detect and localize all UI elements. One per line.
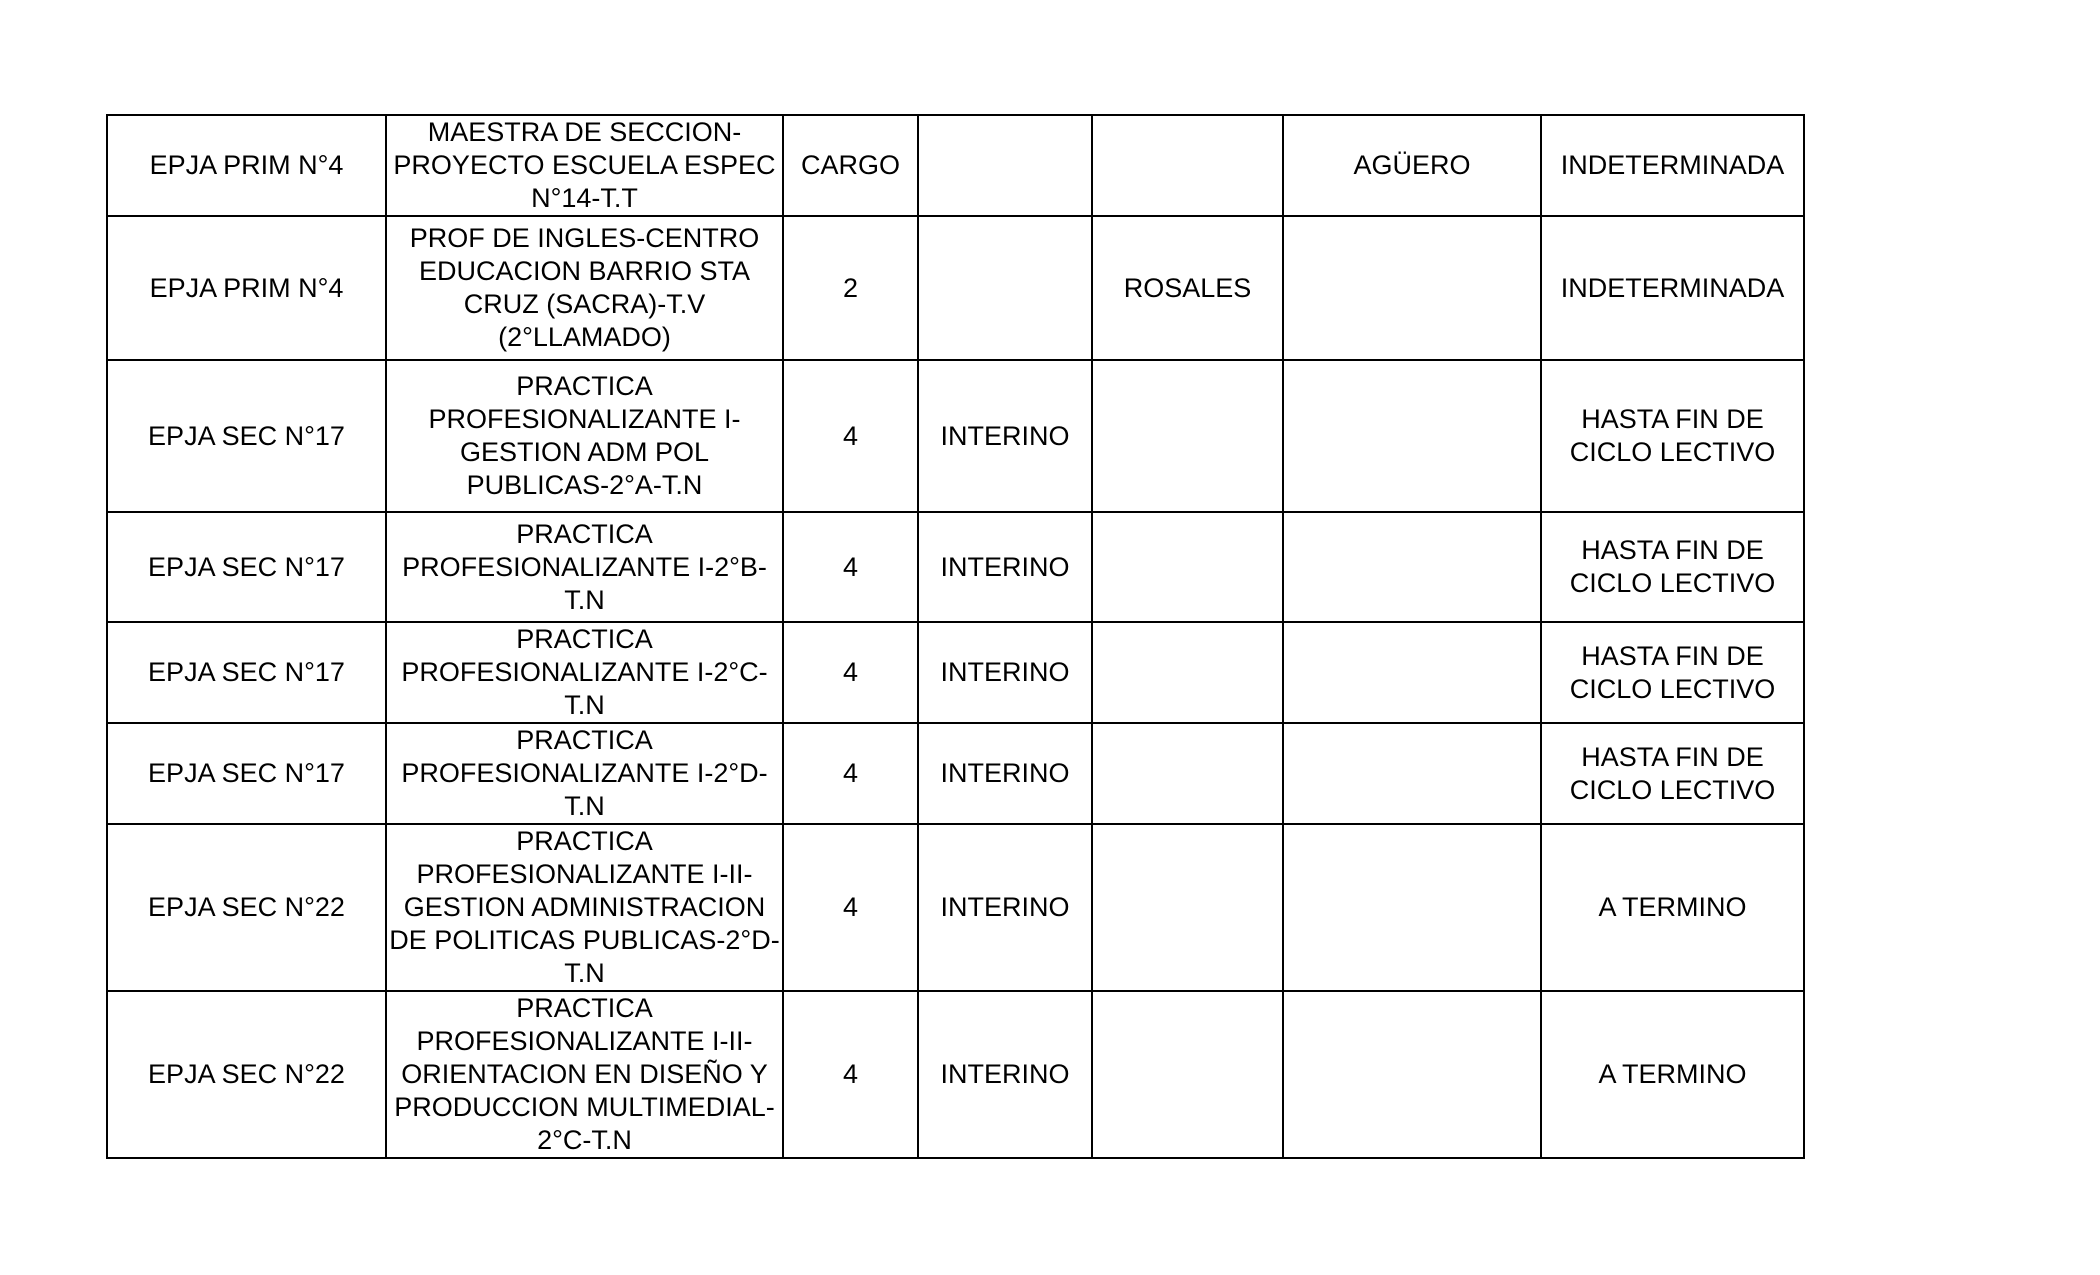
position-cell: PRACTICA PROFESIONALIZANTE I- GESTION ADM POL PUBLICAS-2°A-T.N — [386, 360, 783, 512]
name-cell — [1092, 115, 1283, 216]
duration-cell: HASTA FIN DE CICLO LECTIVO — [1541, 723, 1804, 824]
hours-cell: 4 — [783, 360, 918, 512]
position-cell: PRACTICA PROFESIONALIZANTE I-2°D- T.N — [386, 723, 783, 824]
school-cell: EPJA PRIM N°4 — [107, 115, 386, 216]
name-cell — [1092, 824, 1283, 991]
status-cell: INTERINO — [918, 824, 1092, 991]
hours-cell: 4 — [783, 824, 918, 991]
surname-cell — [1283, 216, 1541, 360]
surname-cell — [1283, 991, 1541, 1158]
duration-cell: HASTA FIN DE CICLO LECTIVO — [1541, 360, 1804, 512]
duration-cell: INDETERMINADA — [1541, 115, 1804, 216]
school-cell: EPJA PRIM N°4 — [107, 216, 386, 360]
table-row — [107, 991, 1804, 1158]
duration-cell: A TERMINO — [1541, 824, 1804, 991]
hours-cell: 2 — [783, 216, 918, 360]
hours-cell: 4 — [783, 512, 918, 622]
status-cell — [918, 216, 1092, 360]
table-row — [107, 512, 1804, 622]
hours-cell: CARGO — [783, 115, 918, 216]
name-cell: ROSALES — [1092, 216, 1283, 360]
surname-cell: AGÜERO — [1283, 115, 1541, 216]
table-row — [107, 723, 1804, 824]
hours-cell: 4 — [783, 991, 918, 1158]
status-cell — [918, 115, 1092, 216]
school-cell: EPJA SEC N°22 — [107, 824, 386, 991]
school-cell: EPJA SEC N°17 — [107, 723, 386, 824]
table-row — [107, 622, 1804, 723]
position-cell: PRACTICA PROFESIONALIZANTE I-2°C- T.N — [386, 622, 783, 723]
status-cell: INTERINO — [918, 360, 1092, 512]
table-row — [107, 824, 1804, 991]
status-cell: INTERINO — [918, 512, 1092, 622]
name-cell — [1092, 723, 1283, 824]
hours-cell: 4 — [783, 723, 918, 824]
surname-cell — [1283, 360, 1541, 512]
duration-cell: A TERMINO — [1541, 991, 1804, 1158]
surname-cell — [1283, 824, 1541, 991]
position-cell: PRACTICA PROFESIONALIZANTE I-2°B- T.N — [386, 512, 783, 622]
name-cell — [1092, 622, 1283, 723]
school-cell: EPJA SEC N°17 — [107, 512, 386, 622]
school-cell: EPJA SEC N°17 — [107, 622, 386, 723]
status-cell: INTERINO — [918, 622, 1092, 723]
surname-cell — [1283, 622, 1541, 723]
surname-cell — [1283, 512, 1541, 622]
hours-cell: 4 — [783, 622, 918, 723]
position-cell: MAESTRA DE SECCION- PROYECTO ESCUELA ESPEC N°14-T.T — [386, 115, 783, 216]
school-cell: EPJA SEC N°17 — [107, 360, 386, 512]
surname-cell — [1283, 723, 1541, 824]
position-cell: PRACTICA PROFESIONALIZANTE I-II- GESTION ADMINISTRACION DE POLITICAS PUBLICAS-2°D- T.N — [386, 824, 783, 991]
name-cell — [1092, 360, 1283, 512]
duration-cell: INDETERMINADA — [1541, 216, 1804, 360]
duration-cell: HASTA FIN DE CICLO LECTIVO — [1541, 512, 1804, 622]
table-row — [107, 216, 1804, 360]
school-cell: EPJA SEC N°22 — [107, 991, 386, 1158]
status-cell: INTERINO — [918, 991, 1092, 1158]
vacancy-table — [106, 114, 1805, 1159]
position-cell: PRACTICA PROFESIONALIZANTE I-II- ORIENTACION EN DISEÑO Y PRODUCCION MULTIMEDIAL- 2°C-T.N — [386, 991, 783, 1158]
table-row — [107, 115, 1804, 216]
name-cell — [1092, 512, 1283, 622]
status-cell: INTERINO — [918, 723, 1092, 824]
name-cell — [1092, 991, 1283, 1158]
table-row — [107, 360, 1804, 512]
duration-cell: HASTA FIN DE CICLO LECTIVO — [1541, 622, 1804, 723]
position-cell: PROF DE INGLES-CENTRO EDUCACION BARRIO STA CRUZ (SACRA)-T.V (2°LLAMADO) — [386, 216, 783, 360]
